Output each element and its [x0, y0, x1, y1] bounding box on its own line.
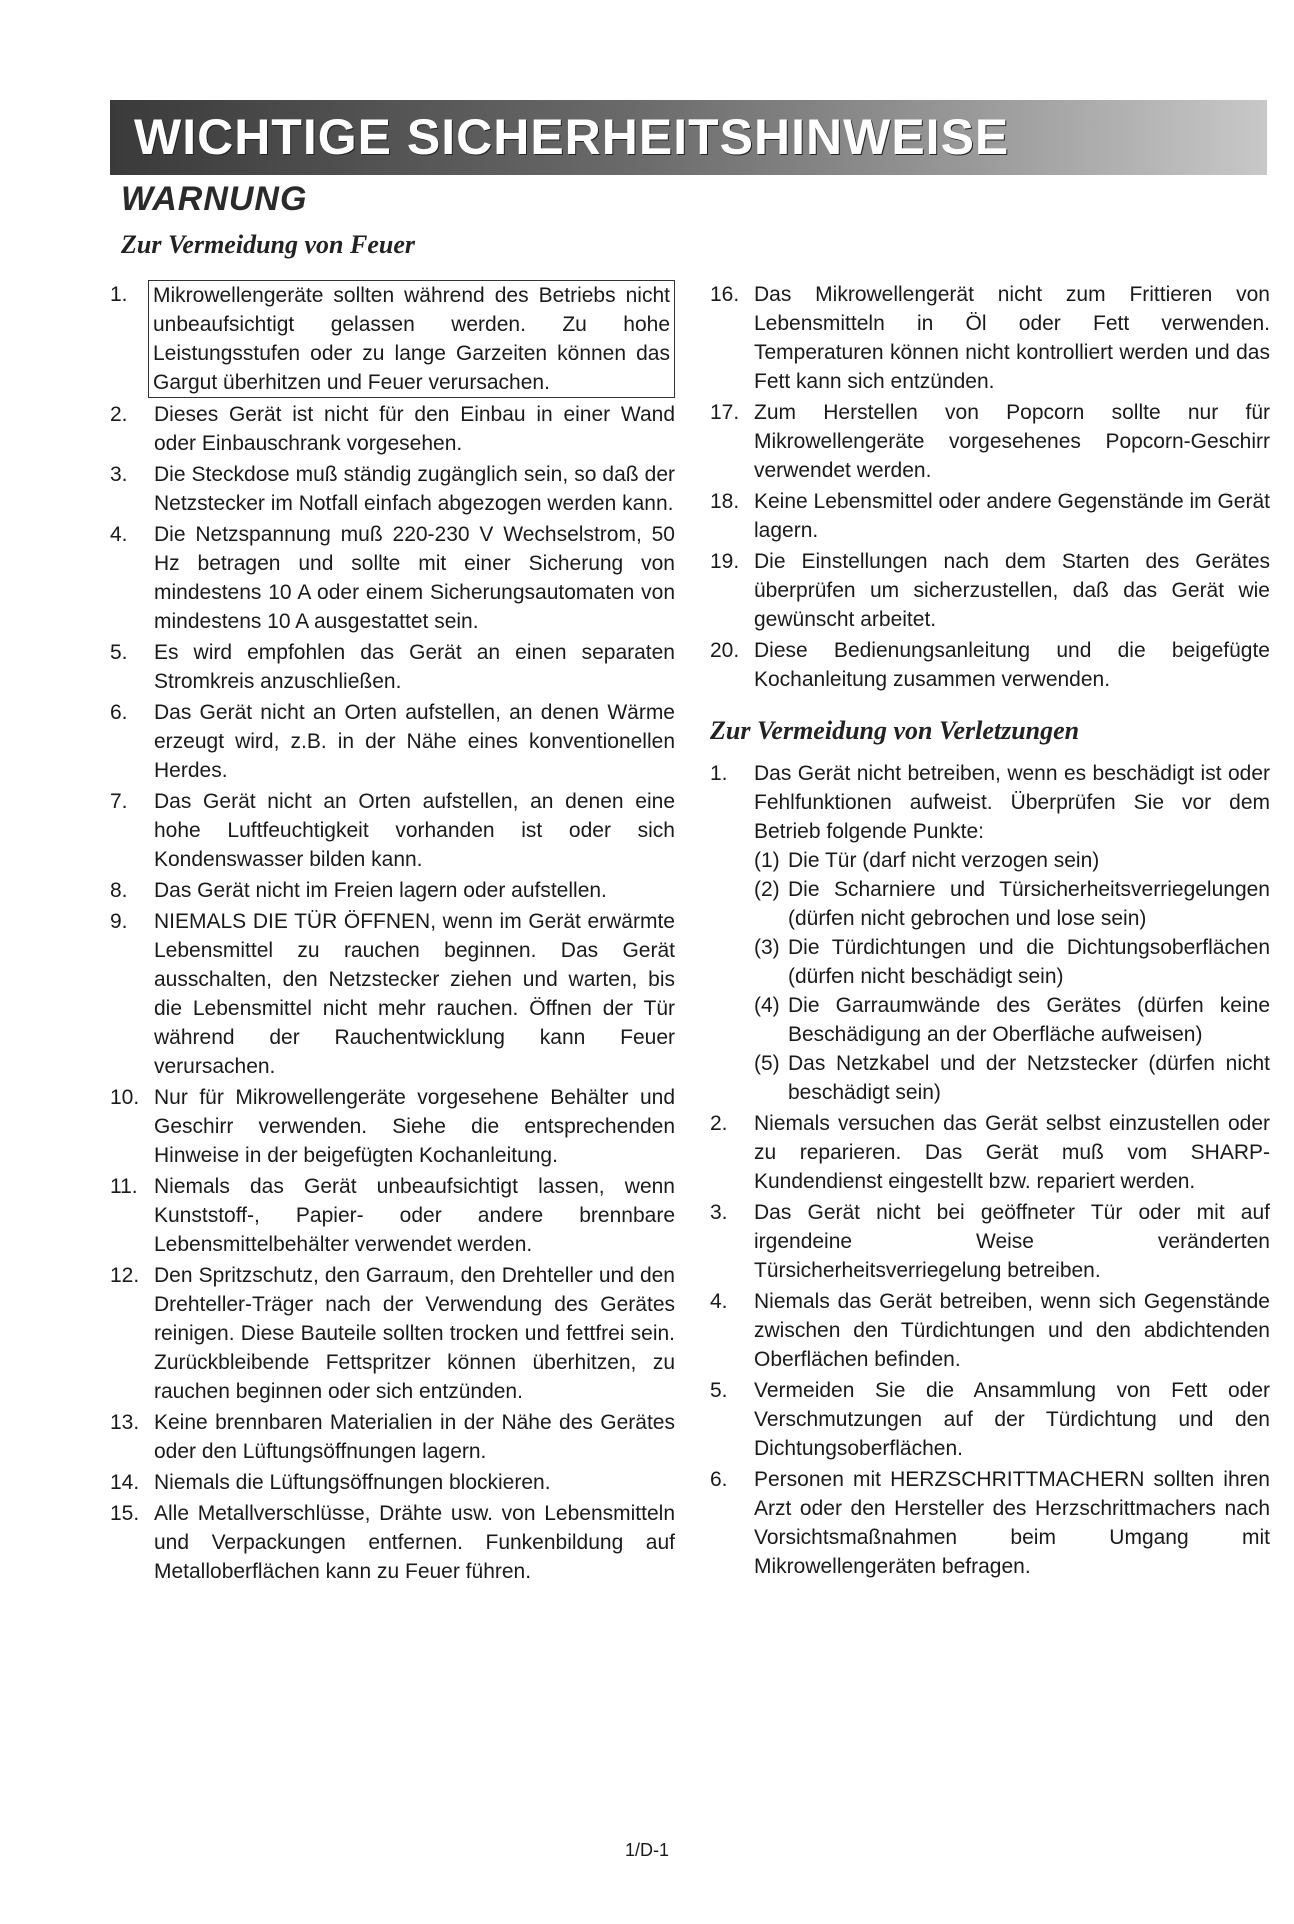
- list-item: 3. Die Steckdose muß ständig zugänglich sein, so daß der Netzstecker im Notfall einfach abgezogen werden kann.: [110, 463, 675, 515]
- sub-item: (5) Das Netzkabel und der Netzstecker (dürfen nicht beschädigt sein): [754, 1052, 1270, 1104]
- list-item: 5. Es wird empfohlen das Gerät an einen separaten Stromkreis anzuschließen.: [110, 641, 675, 693]
- list-item: 4. Die Netzspannung muß 220-230 V Wechselstrom, 50 Hz betragen und sollte mit einer Sicherung von mindestens 10 A oder einem Sicherungsautomaten von mindestens 10 A ausgestattet sein.: [110, 523, 675, 633]
- right-column: [710, 280, 1270, 1583]
- list-item: 3. Das Gerät nicht bei geöffneter Tür oder mit auf irgendeine Weise veränderten Türsicherheitsverriegelung betreiben.: [710, 1201, 1270, 1282]
- list-item: 5. Vermeiden Sie die Ansammlung von Fett oder Verschmutzungen auf der Türdichtung und den Dichtungsoberflächen.: [710, 1379, 1270, 1460]
- list-item: 11. Niemals das Gerät unbeaufsichtigt lassen, wenn Kunststoff-, Papier- oder andere brennbare Lebensmittelbehälter verwendet werden.: [110, 1175, 675, 1256]
- page-title: WICHTIGE SICHERHEITSHINWEISE: [134, 109, 1010, 165]
- list-item: 1. Mikrowellengeräte sollten während des Betriebs nicht unbeaufsichtigt gelassen werden. Zu hohe Leistungsstufen oder zu lange Garzeiten können das Gargut überhitzen und Feuer verursachen.: [110, 280, 675, 398]
- list-item: 16. Das Mikrowellengerät nicht zum Frittieren von Lebensmitteln in Öl oder Fett verwenden. Temperaturen können nicht kontrolliert werden und das Fett kann sich entzünden.: [710, 283, 1270, 393]
- list-item: 15. Alle Metallverschlüsse, Drähte usw. von Lebensmitteln und Verpackungen entfernen. Funkenbildung auf Metalloberflächen kann zu Feuer führen.: [110, 1502, 675, 1583]
- highlighted-warning-box: Mikrowellengeräte sollten während des Betriebs nicht unbeaufsichtigt gelassen werden. Zu hohe Leistungsstufen oder zu lange Garzeiten können das Gargut überhitzen und Feuer verursachen.: [148, 280, 675, 398]
- list-item: 2. Dieses Gerät ist nicht für den Einbau in einer Wand oder Einbauschrank vorgesehen.: [110, 403, 675, 455]
- list-item: 18. Keine Lebensmittel oder andere Gegenstände im Gerät lagern.: [710, 490, 1270, 542]
- title-banner: [110, 100, 1267, 175]
- list-item: 8. Das Gerät nicht im Freien lagern oder aufstellen.: [110, 879, 607, 902]
- sub-item: (1) Die Tür (darf nicht verzogen sein): [754, 849, 1100, 872]
- list-item: 1. Das Gerät nicht betreiben, wenn es beschädigt ist oder Fehlfunktionen aufweist. Überprüfen Sie vor dem Betrieb folgende Punkte: (1) Die Tür (darf nicht verzogen sein) (2) Die Scharniere und Türsicherheitsverriegelungen (dürfen nicht gebrochen und lose sein) (3) Die Türdichtungen und die Dichtungsoberflächen (dürfen nicht beschädigt sein) (4) Die Garraumwände des Gerätes (dürfen keine Beschädigung an der Oberfläche aufweisen) (5) Das Netzkabel und der Netzstecker (dürfen nicht beschädigt sein): [710, 759, 1270, 1107]
- sub-item: (2) Die Scharniere und Türsicherheitsverriegelungen (dürfen nicht gebrochen und lose sein): [754, 878, 1270, 930]
- injury-section-heading: Zur Vermeidung von Verletzungen: [710, 716, 1080, 745]
- list-item: 12. Den Spritzschutz, den Garraum, den Drehteller und den Drehteller-Träger nach der Verwendung des Gerätes reinigen. Diese Bauteile sollten trocken und fettfrei sein. Zurückbleibende Fettspritzer können überhitzen, zu rauchen beginnen oder sich entzünden.: [110, 1264, 675, 1403]
- list-item: 9. NIEMALS DIE TÜR ÖFFNEN, wenn im Gerät erwärmte Lebensmittel zu rauchen beginnen. Das Gerät ausschalten, den Netzstecker ziehen und warten, bis die Lebensmittel nicht mehr rauchen. Öffnen der Tür während der Rauchentwicklung kann Feuer verursachen.: [110, 910, 675, 1078]
- list-item: 17. Zum Herstellen von Popcorn sollte nur für Mikrowellengeräte vorgesehenes Popcorn-Geschirr verwendet werden.: [710, 401, 1270, 482]
- sub-item: (3) Die Türdichtungen und die Dichtungsoberflächen (dürfen nicht beschädigt sein): [754, 936, 1270, 988]
- list-item: 2. Niemals versuchen das Gerät selbst einzustellen oder zu reparieren. Das Gerät muß vom SHARP-Kundendienst eingestellt bzw. repariert werden.: [710, 1112, 1270, 1193]
- list-item: 6. Das Gerät nicht an Orten aufstellen, an denen Wärme erzeugt wird, z.B. in der Nähe eines konventionellen Herdes.: [110, 701, 675, 782]
- sub-item: (4) Die Garraumwände des Gerätes (dürfen keine Beschädigung an der Oberfläche aufweisen): [754, 994, 1270, 1046]
- list-item: 6. Personen mit HERZSCHRITTMACHERN sollten ihren Arzt oder den Hersteller des Herzschrittmachers nach Vorsichtsmaßnahmen beim Umgang mit Mikrowellengeräten befragen.: [710, 1468, 1270, 1578]
- list-item: 10. Nur für Mikrowellengeräte vorgesehene Behälter und Geschirr verwenden. Siehe die entsprechenden Hinweise in der beigefügten Kochanleitung.: [110, 1086, 675, 1167]
- list-item: 13. Keine brennbaren Materialien in der Nähe des Gerätes oder den Lüftungsöffnungen lagern.: [110, 1411, 675, 1463]
- warning-heading: WARNUNG: [121, 180, 308, 218]
- left-column: [110, 280, 675, 1588]
- page-number: 1/D-1: [624, 1840, 669, 1860]
- fire-section-heading: Zur Vermeidung von Feuer: [121, 230, 415, 259]
- list-item: 4. Niemals das Gerät betreiben, wenn sich Gegenstände zwischen den Türdichtungen und den abdichtenden Oberflächen befinden.: [710, 1290, 1270, 1371]
- list-item: 14. Niemals die Lüftungsöffnungen blockieren.: [110, 1471, 551, 1494]
- list-item: 20. Diese Bedienungsanleitung und die beigefügte Kochanleitung zusammen verwenden.: [710, 639, 1270, 691]
- list-item: 19. Die Einstellungen nach dem Starten des Gerätes überprüfen um sicherzustellen, daß das Gerät wie gewünscht arbeitet.: [710, 550, 1270, 631]
- list-item: 7. Das Gerät nicht an Orten aufstellen, an denen eine hohe Luftfeuchtigkeit vorhanden ist oder sich Kondenswasser bilden kann.: [110, 790, 675, 871]
